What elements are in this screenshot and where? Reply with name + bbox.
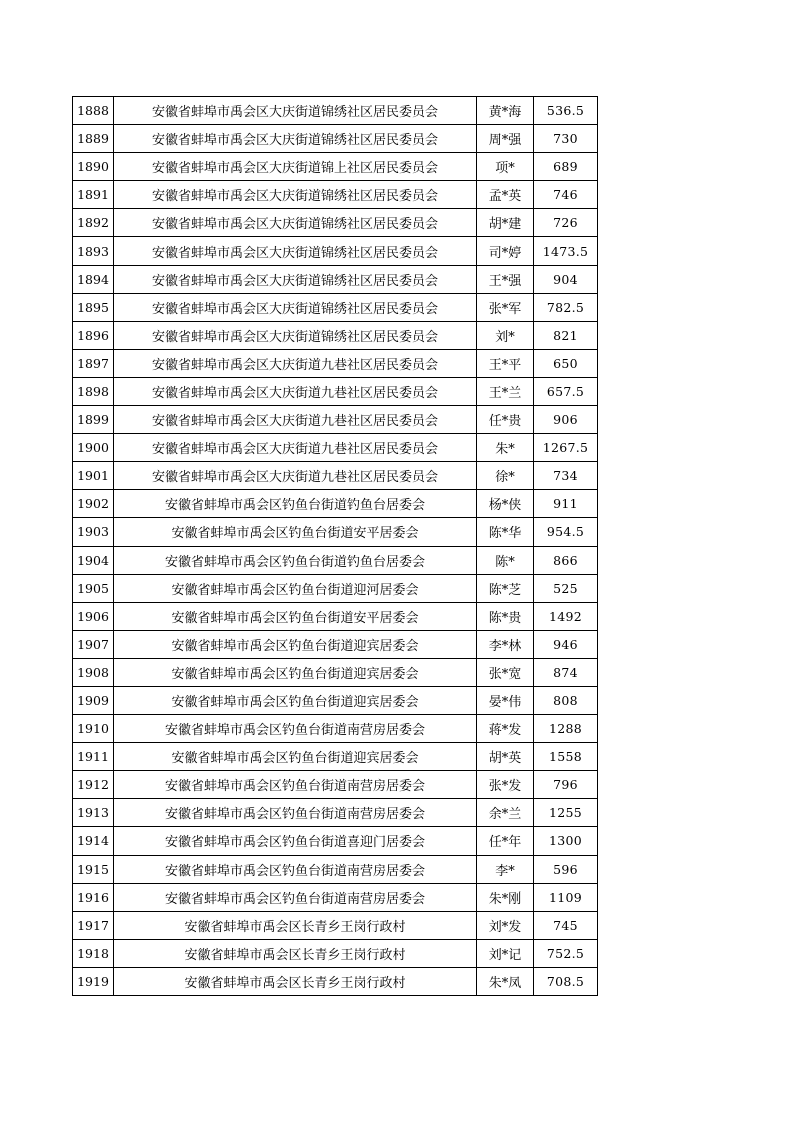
address-cell: 安徽省蚌埠市禹会区长青乡王岗行政村 — [114, 939, 477, 967]
row-number-cell: 1888 — [73, 97, 114, 125]
table-row — [73, 181, 598, 209]
name-cell: 陈*贵 — [477, 602, 534, 630]
address-cell: 安徽省蚌埠市禹会区钓鱼台街道迎宾居委会 — [114, 630, 477, 658]
amount-cell: 946 — [534, 630, 598, 658]
row-number-cell: 1919 — [73, 967, 114, 995]
amount-cell: 904 — [534, 265, 598, 293]
name-cell: 胡*英 — [477, 743, 534, 771]
row-number-cell: 1903 — [73, 518, 114, 546]
amount-cell: 746 — [534, 181, 598, 209]
name-cell: 李*林 — [477, 630, 534, 658]
amount-cell: 782.5 — [534, 293, 598, 321]
address-cell: 安徽省蚌埠市禹会区钓鱼台街道安平居委会 — [114, 602, 477, 630]
address-cell: 安徽省蚌埠市禹会区钓鱼台街道迎宾居委会 — [114, 686, 477, 714]
table-row — [73, 602, 598, 630]
address-cell: 安徽省蚌埠市禹会区大庆街道锦绣社区居民委员会 — [114, 181, 477, 209]
name-cell: 胡*建 — [477, 209, 534, 237]
table-row — [73, 153, 598, 181]
address-cell: 安徽省蚌埠市禹会区大庆街道九巷社区居民委员会 — [114, 349, 477, 377]
table-row — [73, 883, 598, 911]
row-number-cell: 1908 — [73, 658, 114, 686]
amount-cell: 1492 — [534, 602, 598, 630]
address-cell: 安徽省蚌埠市禹会区大庆街道锦绣社区居民委员会 — [114, 321, 477, 349]
address-cell: 安徽省蚌埠市禹会区钓鱼台街道安平居委会 — [114, 518, 477, 546]
amount-cell: 657.5 — [534, 377, 598, 405]
name-cell: 朱*刚 — [477, 883, 534, 911]
table-row — [73, 434, 598, 462]
name-cell: 刘*发 — [477, 911, 534, 939]
table-row — [73, 349, 598, 377]
address-cell: 安徽省蚌埠市禹会区钓鱼台街道钓鱼台居委会 — [114, 490, 477, 518]
amount-cell: 1473.5 — [534, 237, 598, 265]
amount-cell: 821 — [534, 321, 598, 349]
amount-cell: 954.5 — [534, 518, 598, 546]
address-cell: 安徽省蚌埠市禹会区钓鱼台街道南营房居委会 — [114, 855, 477, 883]
address-cell: 安徽省蚌埠市禹会区大庆街道锦绣社区居民委员会 — [114, 237, 477, 265]
address-cell: 安徽省蚌埠市禹会区钓鱼台街道南营房居委会 — [114, 771, 477, 799]
table-row — [73, 658, 598, 686]
amount-cell: 650 — [534, 349, 598, 377]
row-number-cell: 1897 — [73, 349, 114, 377]
table-row — [73, 939, 598, 967]
amount-cell: 906 — [534, 406, 598, 434]
name-cell: 蒋*发 — [477, 715, 534, 743]
row-number-cell: 1907 — [73, 630, 114, 658]
amount-cell: 726 — [534, 209, 598, 237]
table-row — [73, 911, 598, 939]
name-cell: 黄*海 — [477, 97, 534, 125]
table-row — [73, 293, 598, 321]
amount-cell: 874 — [534, 658, 598, 686]
name-cell: 王*强 — [477, 265, 534, 293]
row-number-cell: 1917 — [73, 911, 114, 939]
table-row — [73, 125, 598, 153]
row-number-cell: 1916 — [73, 883, 114, 911]
name-cell: 朱* — [477, 434, 534, 462]
name-cell: 杨*侠 — [477, 490, 534, 518]
table-row — [73, 321, 598, 349]
address-cell: 安徽省蚌埠市禹会区钓鱼台街道南营房居委会 — [114, 883, 477, 911]
name-cell: 陈*芝 — [477, 574, 534, 602]
table-row — [73, 771, 598, 799]
name-cell: 晏*伟 — [477, 686, 534, 714]
row-number-cell: 1910 — [73, 715, 114, 743]
table-row — [73, 630, 598, 658]
row-number-cell: 1900 — [73, 434, 114, 462]
address-cell: 安徽省蚌埠市禹会区长青乡王岗行政村 — [114, 911, 477, 939]
address-cell: 安徽省蚌埠市禹会区大庆街道九巷社区居民委员会 — [114, 434, 477, 462]
amount-cell: 536.5 — [534, 97, 598, 125]
table-row — [73, 855, 598, 883]
table-row — [73, 209, 598, 237]
amount-cell: 708.5 — [534, 967, 598, 995]
row-number-cell: 1892 — [73, 209, 114, 237]
address-cell: 安徽省蚌埠市禹会区钓鱼台街道迎宾居委会 — [114, 743, 477, 771]
name-cell: 司*婷 — [477, 237, 534, 265]
name-cell: 陈*华 — [477, 518, 534, 546]
table-row — [73, 377, 598, 405]
name-cell: 刘* — [477, 321, 534, 349]
amount-cell: 596 — [534, 855, 598, 883]
amount-cell: 1109 — [534, 883, 598, 911]
address-cell: 安徽省蚌埠市禹会区钓鱼台街道钓鱼台居委会 — [114, 546, 477, 574]
row-number-cell: 1899 — [73, 406, 114, 434]
address-cell: 安徽省蚌埠市禹会区大庆街道锦上社区居民委员会 — [114, 153, 477, 181]
row-number-cell: 1896 — [73, 321, 114, 349]
name-cell: 张*军 — [477, 293, 534, 321]
row-number-cell: 1895 — [73, 293, 114, 321]
name-cell: 余*兰 — [477, 799, 534, 827]
row-number-cell: 1915 — [73, 855, 114, 883]
row-number-cell: 1905 — [73, 574, 114, 602]
address-cell: 安徽省蚌埠市禹会区大庆街道锦绣社区居民委员会 — [114, 97, 477, 125]
address-cell: 安徽省蚌埠市禹会区大庆街道锦绣社区居民委员会 — [114, 209, 477, 237]
name-cell: 朱*凤 — [477, 967, 534, 995]
address-cell: 安徽省蚌埠市禹会区钓鱼台街道南营房居委会 — [114, 715, 477, 743]
address-cell: 安徽省蚌埠市禹会区大庆街道锦绣社区居民委员会 — [114, 125, 477, 153]
name-cell: 李* — [477, 855, 534, 883]
address-cell: 安徽省蚌埠市禹会区大庆街道锦绣社区居民委员会 — [114, 293, 477, 321]
name-cell: 徐* — [477, 462, 534, 490]
table-row — [73, 715, 598, 743]
address-cell: 安徽省蚌埠市禹会区钓鱼台街道南营房居委会 — [114, 799, 477, 827]
name-cell: 项* — [477, 153, 534, 181]
address-cell: 安徽省蚌埠市禹会区钓鱼台街道迎宾居委会 — [114, 658, 477, 686]
amount-cell: 866 — [534, 546, 598, 574]
amount-cell: 745 — [534, 911, 598, 939]
table-row — [73, 827, 598, 855]
name-cell: 任*年 — [477, 827, 534, 855]
table-row — [73, 546, 598, 574]
row-number-cell: 1912 — [73, 771, 114, 799]
table-row — [73, 686, 598, 714]
address-cell: 安徽省蚌埠市禹会区长青乡王岗行政村 — [114, 967, 477, 995]
amount-cell: 1558 — [534, 743, 598, 771]
amount-cell: 752.5 — [534, 939, 598, 967]
amount-cell: 808 — [534, 686, 598, 714]
row-number-cell: 1911 — [73, 743, 114, 771]
row-number-cell: 1909 — [73, 686, 114, 714]
address-cell: 安徽省蚌埠市禹会区大庆街道锦绣社区居民委员会 — [114, 265, 477, 293]
row-number-cell: 1904 — [73, 546, 114, 574]
table-row — [73, 574, 598, 602]
amount-cell: 1300 — [534, 827, 598, 855]
table-row — [73, 97, 598, 125]
table-row — [73, 462, 598, 490]
row-number-cell: 1894 — [73, 265, 114, 293]
row-number-cell: 1918 — [73, 939, 114, 967]
amount-cell: 730 — [534, 125, 598, 153]
address-cell: 安徽省蚌埠市禹会区大庆街道九巷社区居民委员会 — [114, 462, 477, 490]
table-row — [73, 743, 598, 771]
table-row — [73, 518, 598, 546]
row-number-cell: 1913 — [73, 799, 114, 827]
table-row — [73, 237, 598, 265]
name-cell: 任*贵 — [477, 406, 534, 434]
row-number-cell: 1890 — [73, 153, 114, 181]
amount-cell: 734 — [534, 462, 598, 490]
address-cell: 安徽省蚌埠市禹会区钓鱼台街道迎河居委会 — [114, 574, 477, 602]
name-cell: 周*强 — [477, 125, 534, 153]
name-cell: 王*兰 — [477, 377, 534, 405]
address-cell: 安徽省蚌埠市禹会区钓鱼台街道喜迎门居委会 — [114, 827, 477, 855]
row-number-cell: 1914 — [73, 827, 114, 855]
table-row — [73, 406, 598, 434]
name-cell: 张*宽 — [477, 658, 534, 686]
amount-cell: 1288 — [534, 715, 598, 743]
table-row — [73, 967, 598, 995]
name-cell: 孟*英 — [477, 181, 534, 209]
row-number-cell: 1906 — [73, 602, 114, 630]
row-number-cell: 1902 — [73, 490, 114, 518]
row-number-cell: 1898 — [73, 377, 114, 405]
name-cell: 张*发 — [477, 771, 534, 799]
name-cell: 陈* — [477, 546, 534, 574]
amount-cell: 689 — [534, 153, 598, 181]
row-number-cell: 1893 — [73, 237, 114, 265]
row-number-cell: 1889 — [73, 125, 114, 153]
roster-table — [72, 96, 598, 996]
amount-cell: 911 — [534, 490, 598, 518]
row-number-cell: 1901 — [73, 462, 114, 490]
table-row — [73, 799, 598, 827]
table-row — [73, 490, 598, 518]
address-cell: 安徽省蚌埠市禹会区大庆街道九巷社区居民委员会 — [114, 406, 477, 434]
table-row — [73, 265, 598, 293]
name-cell: 王*平 — [477, 349, 534, 377]
amount-cell: 1255 — [534, 799, 598, 827]
amount-cell: 525 — [534, 574, 598, 602]
roster-table-body — [73, 97, 598, 996]
name-cell: 刘*记 — [477, 939, 534, 967]
row-number-cell: 1891 — [73, 181, 114, 209]
amount-cell: 796 — [534, 771, 598, 799]
amount-cell: 1267.5 — [534, 434, 598, 462]
address-cell: 安徽省蚌埠市禹会区大庆街道九巷社区居民委员会 — [114, 377, 477, 405]
